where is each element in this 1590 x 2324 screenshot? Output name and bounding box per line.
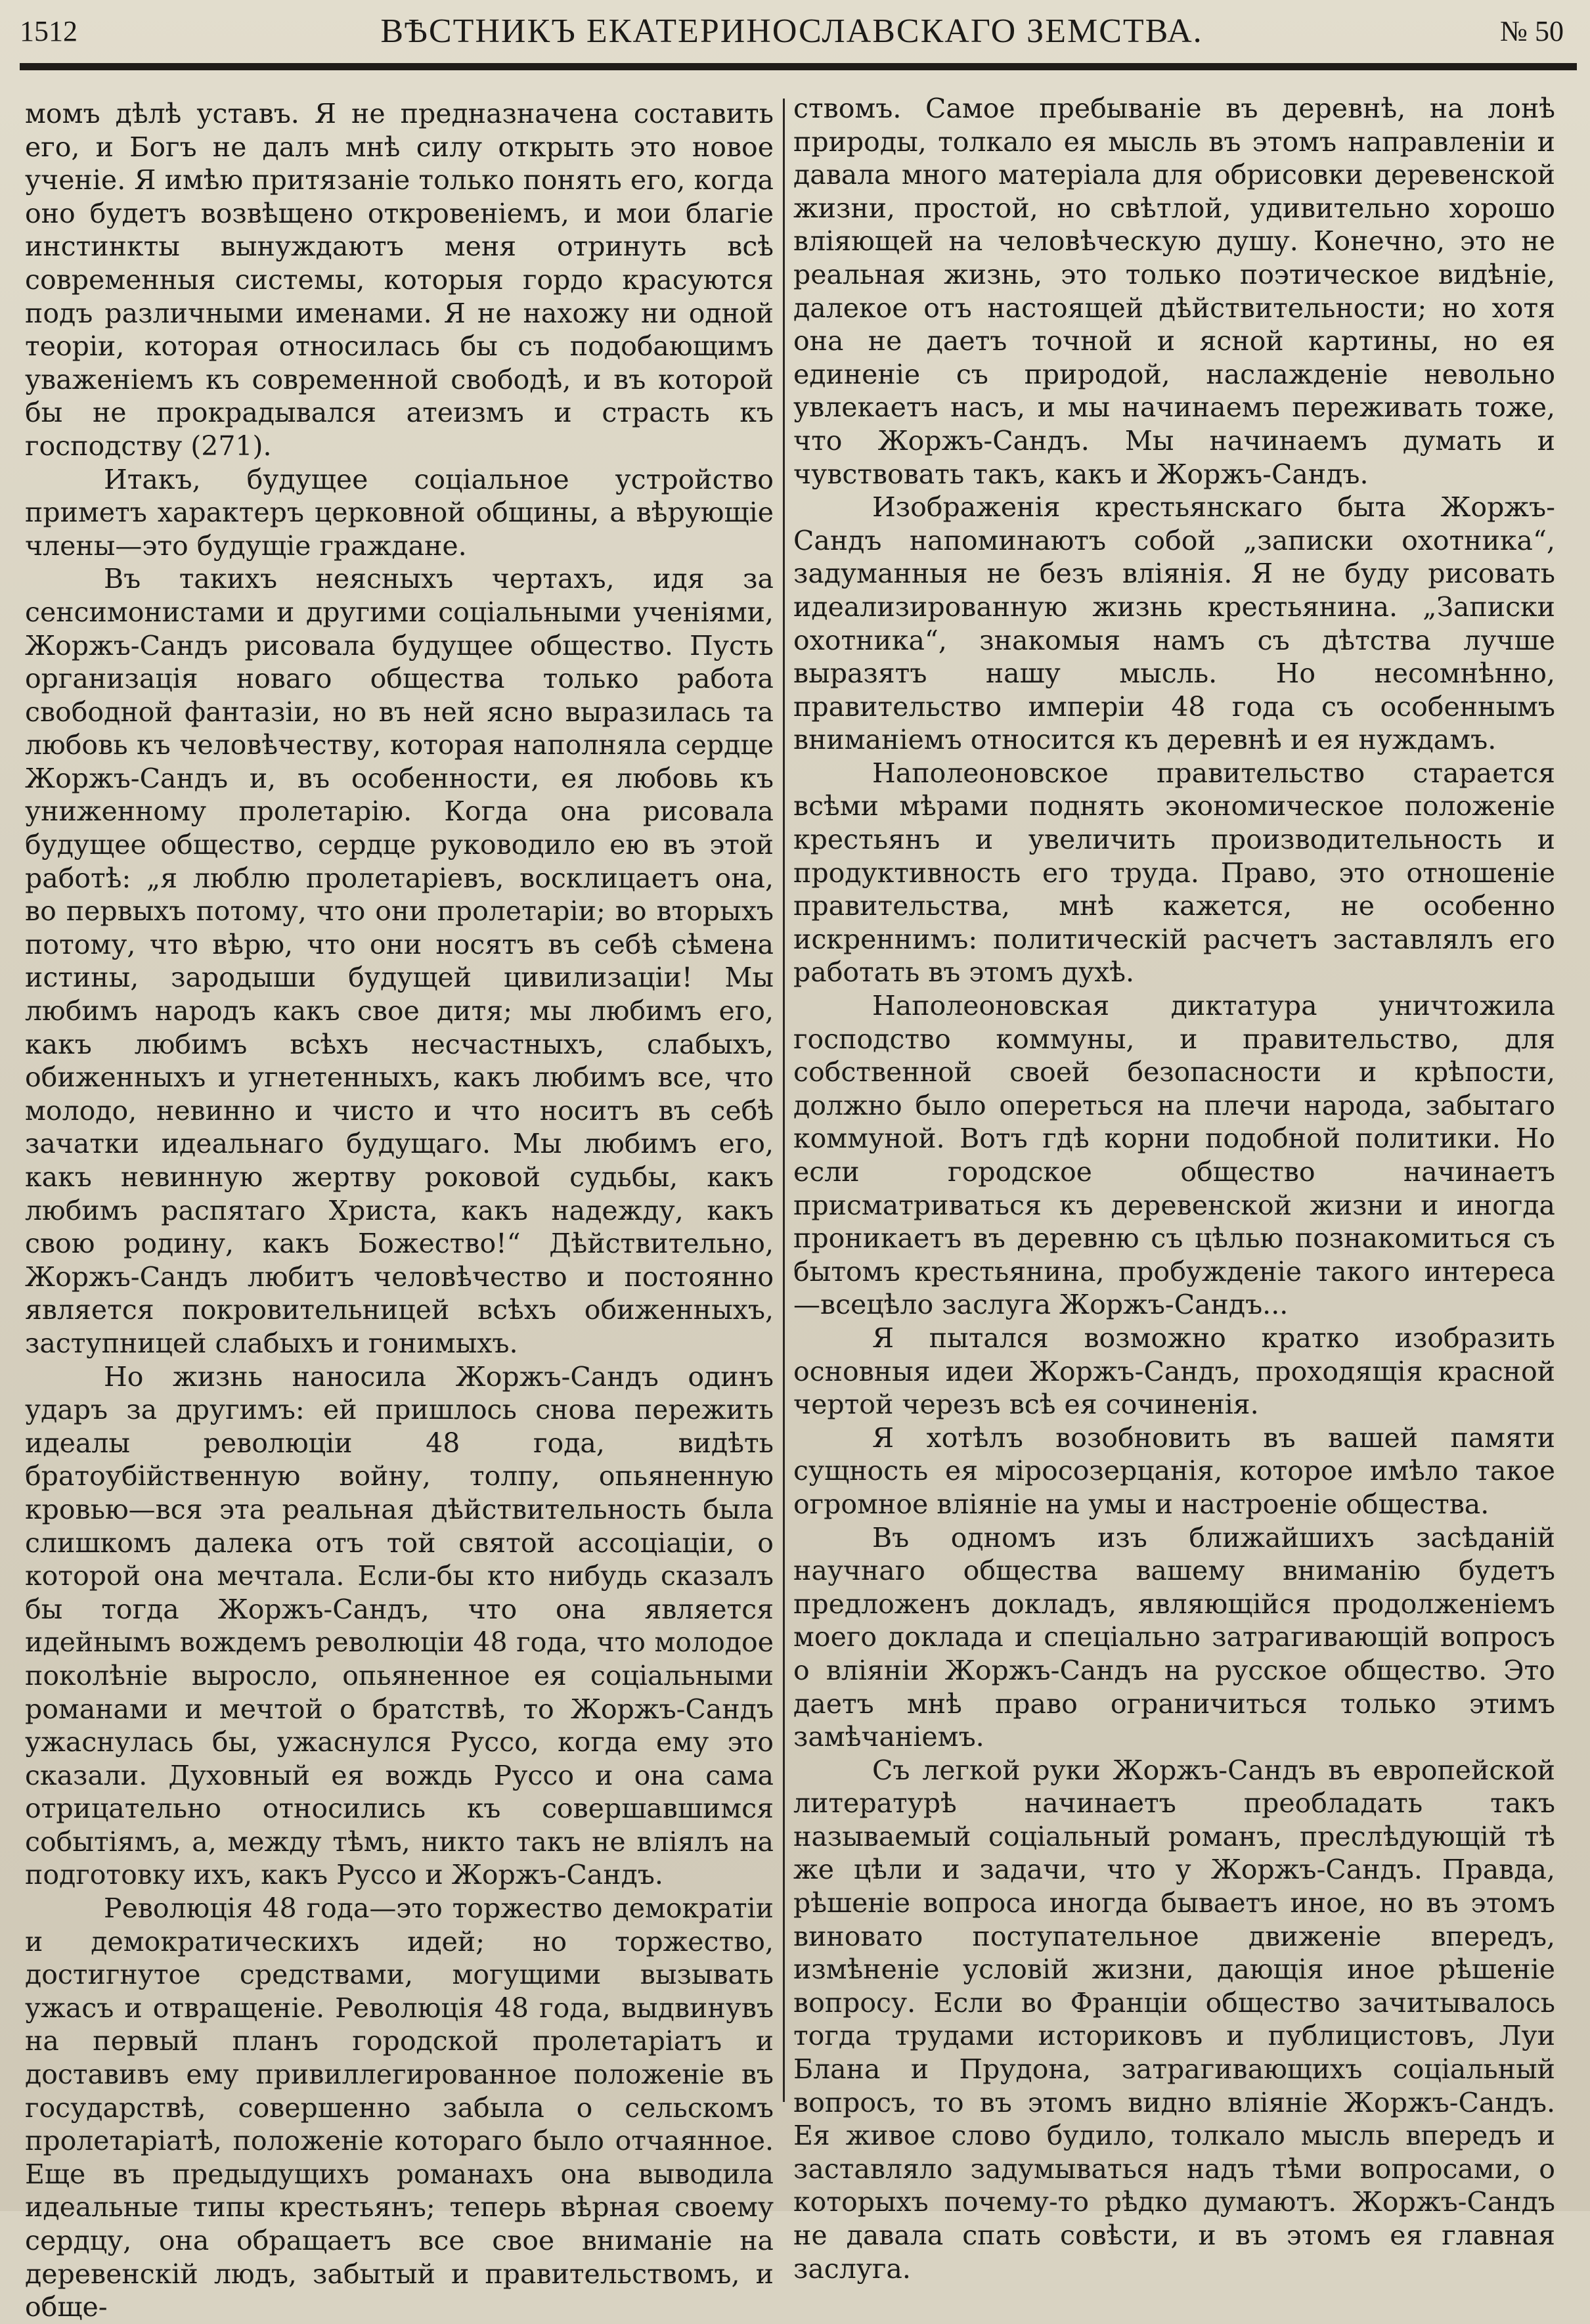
journal-title: ВѢСТНИКЪ ЕКАТЕРИНОСЛАВСКАГО ЗЕМСТВА. [380,12,1203,50]
paragraph: Я хотѣлъ возобновить въ вашей памяти сущность ея міросозерцанія, которое имѣло такое огромное вліяніе на умы и настроеніе общества. [793,1421,1555,1520]
page-header [20,8,1564,54]
paragraph: момъ дѣлѣ уставъ. Я не предназначена составить его, и Богъ не далъ мнѣ силу открыть это новое ученіе. Я имѣю притязаніе только понять его, когда оно будетъ возвѣщено откровеніемъ, и мои благіе инстинкты вынуждаютъ меня отринуть всѣ современныя системы, которыя гордо красуются подъ различными именами. Я не нахожу ни одной теоріи, которая относилась бы съ подобающимъ уваженіемъ къ современной свободѣ, и въ которой бы не прокрадывался атеизмъ и страсть къ господству (271). [25,98,774,462]
paragraph: Съ легкой руки Жоржъ-Сандъ въ европейской литературѣ начинаетъ преобладать такъ называемый соціальный романъ, преслѣдующій тѣ же цѣли и задачи, что у Жоржъ-Сандъ. Правда, рѣшеніе вопроса иногда бываетъ иное, но въ этомъ виновато поступательное движеніе впередъ, измѣненіе условій жизни, дающія иное рѣшеніе вопросу. Если во Франціи общество зачитывалось тогда трудами историковъ и публицистовъ, Луи Блана и Прудона, затрагивающихъ соціальный вопросъ, то въ этомъ видно вліяніе Жоржъ-Сандъ. Ея живое слово будило, толкало мысль впередъ и заставляло задумываться надъ тѣми вопросами, о которыхъ почему-то рѣдко думаютъ. Жоржъ-Сандъ не давала спать совѣсти, и въ этомъ ея главная заслуга. [793,1754,1555,2285]
paragraph: Въ одномъ изъ ближайшихъ засѣданій научнаго общества вашему вниманію будетъ предложенъ докладъ, являющійся продолженіемъ моего доклада и спеціально затрагивающій вопросъ о вліяніи Жоржъ-Сандъ на русское общество. Это даетъ мнѣ право ограничиться только этимъ замѣчаніемъ. [793,1521,1555,1753]
paragraph: Но жизнь наносила Жоржъ-Сандъ одинъ ударъ за другимъ: ей пришлось снова пережить идеалы революціи 48 года, видѣть братоубійственную войну, толпу, опьяненную кровью—вся эта реальная дѣйствительность была слишкомъ далека отъ той святой ассоціаціи, о которой она мечтала. Если-бы кто нибудь сказалъ бы тогда Жоржъ-Сандъ, что она является идейнымъ вождемъ революціи 48 года, что молодое поколѣніе выросло, опьяненное ея соціальными романами и мечтой о братствѣ, то Жоржъ-Сандъ ужаснулась бы, ужаснулся Руссо, когда ему это сказали. Духовный ея вождь Руссо и она сама отрицательно относились къ совершавшимся событіямъ, а, между тѣмъ, никто такъ не вліялъ на подготовку ихъ, какъ Руссо и Жоржъ-Сандъ. [25,1360,774,1891]
paragraph: Наполеоновская диктатура уничтожила господство коммуны, и правительство, для собственной своей безопасности и крѣпости, должно было опереться на плечи народа, забытаго коммуной. Вотъ гдѣ корни подобной политики. Но если городское общество начинаетъ присматриваться къ деревенской жизни и иногда проникаетъ въ деревню съ цѣлью познакомиться съ бытомъ крестьянина, пробужденіе такого интереса—всецѣло заслуга Жоржъ-Сандъ... [793,990,1555,1321]
paragraph: Итакъ, будущее соціальное устройство приметъ характеръ церковной общины, а вѣрующіе члены—это будущіе граждане. [25,463,774,562]
right-column [793,92,1555,2285]
paragraph: ствомъ. Самое пребываніе въ деревнѣ, на лонѣ природы, толкало ея мысль въ этомъ направленіи и давала много матеріала для обрисовки деревенской жизни, простой, но свѣтлой, удивительно хорошо вліяющей на человѣческую душу. Конечно, это не реальная жизнь, это только поэтическое видѣніе, далекое отъ настоящей дѣйствительности; но хотя она не даетъ точной и ясной картины, но ея единеніе съ природой, наслажденіе невольно увлекаетъ насъ, и мы начинаемъ переживать тоже, что Жоржъ-Сандъ. Мы начинаемъ думать и чувствовать такъ, какъ и Жоржъ-Сандъ. [793,93,1555,490]
paragraph: Въ такихъ неясныхъ чертахъ, идя за сенсимонистами и другими соціальными ученіями, Жоржъ-Сандъ рисовала будущее общество. Пусть организація новаго общества только работа свободной фантазіи, но въ ней ясно выразилась та любовь къ человѣчеству, которая наполняла сердце Жоржъ-Сандъ и, въ особенности, ея любовь къ униженному пролетарію. Когда она рисовала будущее общество, сердце руководило ею въ этой работѣ: „я люблю пролетаріевъ, восклицаетъ она, во первыхъ потому, что они пролетаріи; во вторыхъ потому, что вѣрю, что они носятъ въ себѣ сѣмена истины, зародыши будущей цивилизаціи! Мы любимъ народъ какъ свое дитя; мы любимъ его, какъ любимъ всѣхъ несчастныхъ, слабыхъ, обиженныхъ и угнетенныхъ, какъ любимъ все, что молодо, невинно и чисто и что носитъ въ себѣ зачатки идеальнаго будущаго. Мы любимъ его, какъ невинную жертву роковой судьбы, какъ любимъ распятаго Христа, какъ надежду, какъ свою родину, какъ Божество!“ Дѣйствительно, Жоржъ-Сандъ любитъ человѣчество и постоянно является покровительницей всѣхъ обиженныхъ, заступницей слабыхъ и гонимыхъ. [25,563,774,1359]
paragraph: Я пытался возможно кратко изобразить основныя идеи Жоржъ-Сандъ, проходящія красной чертой черезъ всѣ ея сочиненія. [793,1322,1555,1421]
column-divider [783,99,785,2102]
page-number: 1512 [20,14,77,47]
left-column [25,97,774,2324]
paragraph: Революція 48 года—это торжество демократіи и демократическихъ идей; но торжество, достигнутое средствами, могущими вызывать ужасъ и отвращеніе. Революція 48 года, выдвинувъ на первый планъ городской пролетаріатъ и доставивъ ему привиллегированное положеніе въ государствѣ, совершенно забыла о сельскомъ пролетаріатѣ, положеніе котораго было отчаянное. Еще въ предыдущихъ романахъ она выводила идеальные типы крестьянъ; теперь вѣрная своему сердцу, она обращаетъ все свое вниманіе на деревенскій людъ, забытый и правительствомъ, и обще- [25,1892,774,2323]
header-rule [20,63,1577,70]
paragraph: Изображенія крестьянскаго быта Жоржъ-Сандъ напоминаютъ собой „записки охотника“, задуманныя не безъ вліянія. Я не буду рисовать идеализированную жизнь крестьянина. „Записки охотника“, знакомыя намъ съ дѣтства лучше выразятъ нашу мысль. Но несомнѣнно, правительство имперіи 48 года съ особеннымъ вниманіемъ относится къ деревнѣ и ея нуждамъ. [793,491,1555,756]
issue-number: № 50 [1500,14,1564,47]
paragraph: Наполеоновское правительство старается всѣми мѣрами поднять экономическое положеніе крестьянъ и увеличить производительность и продуктивность его труда. Право, это отношеніе правительства, мнѣ кажется, не особенно искреннимъ: политическій расчетъ заставлялъ его работать въ этомъ духѣ. [793,757,1555,989]
